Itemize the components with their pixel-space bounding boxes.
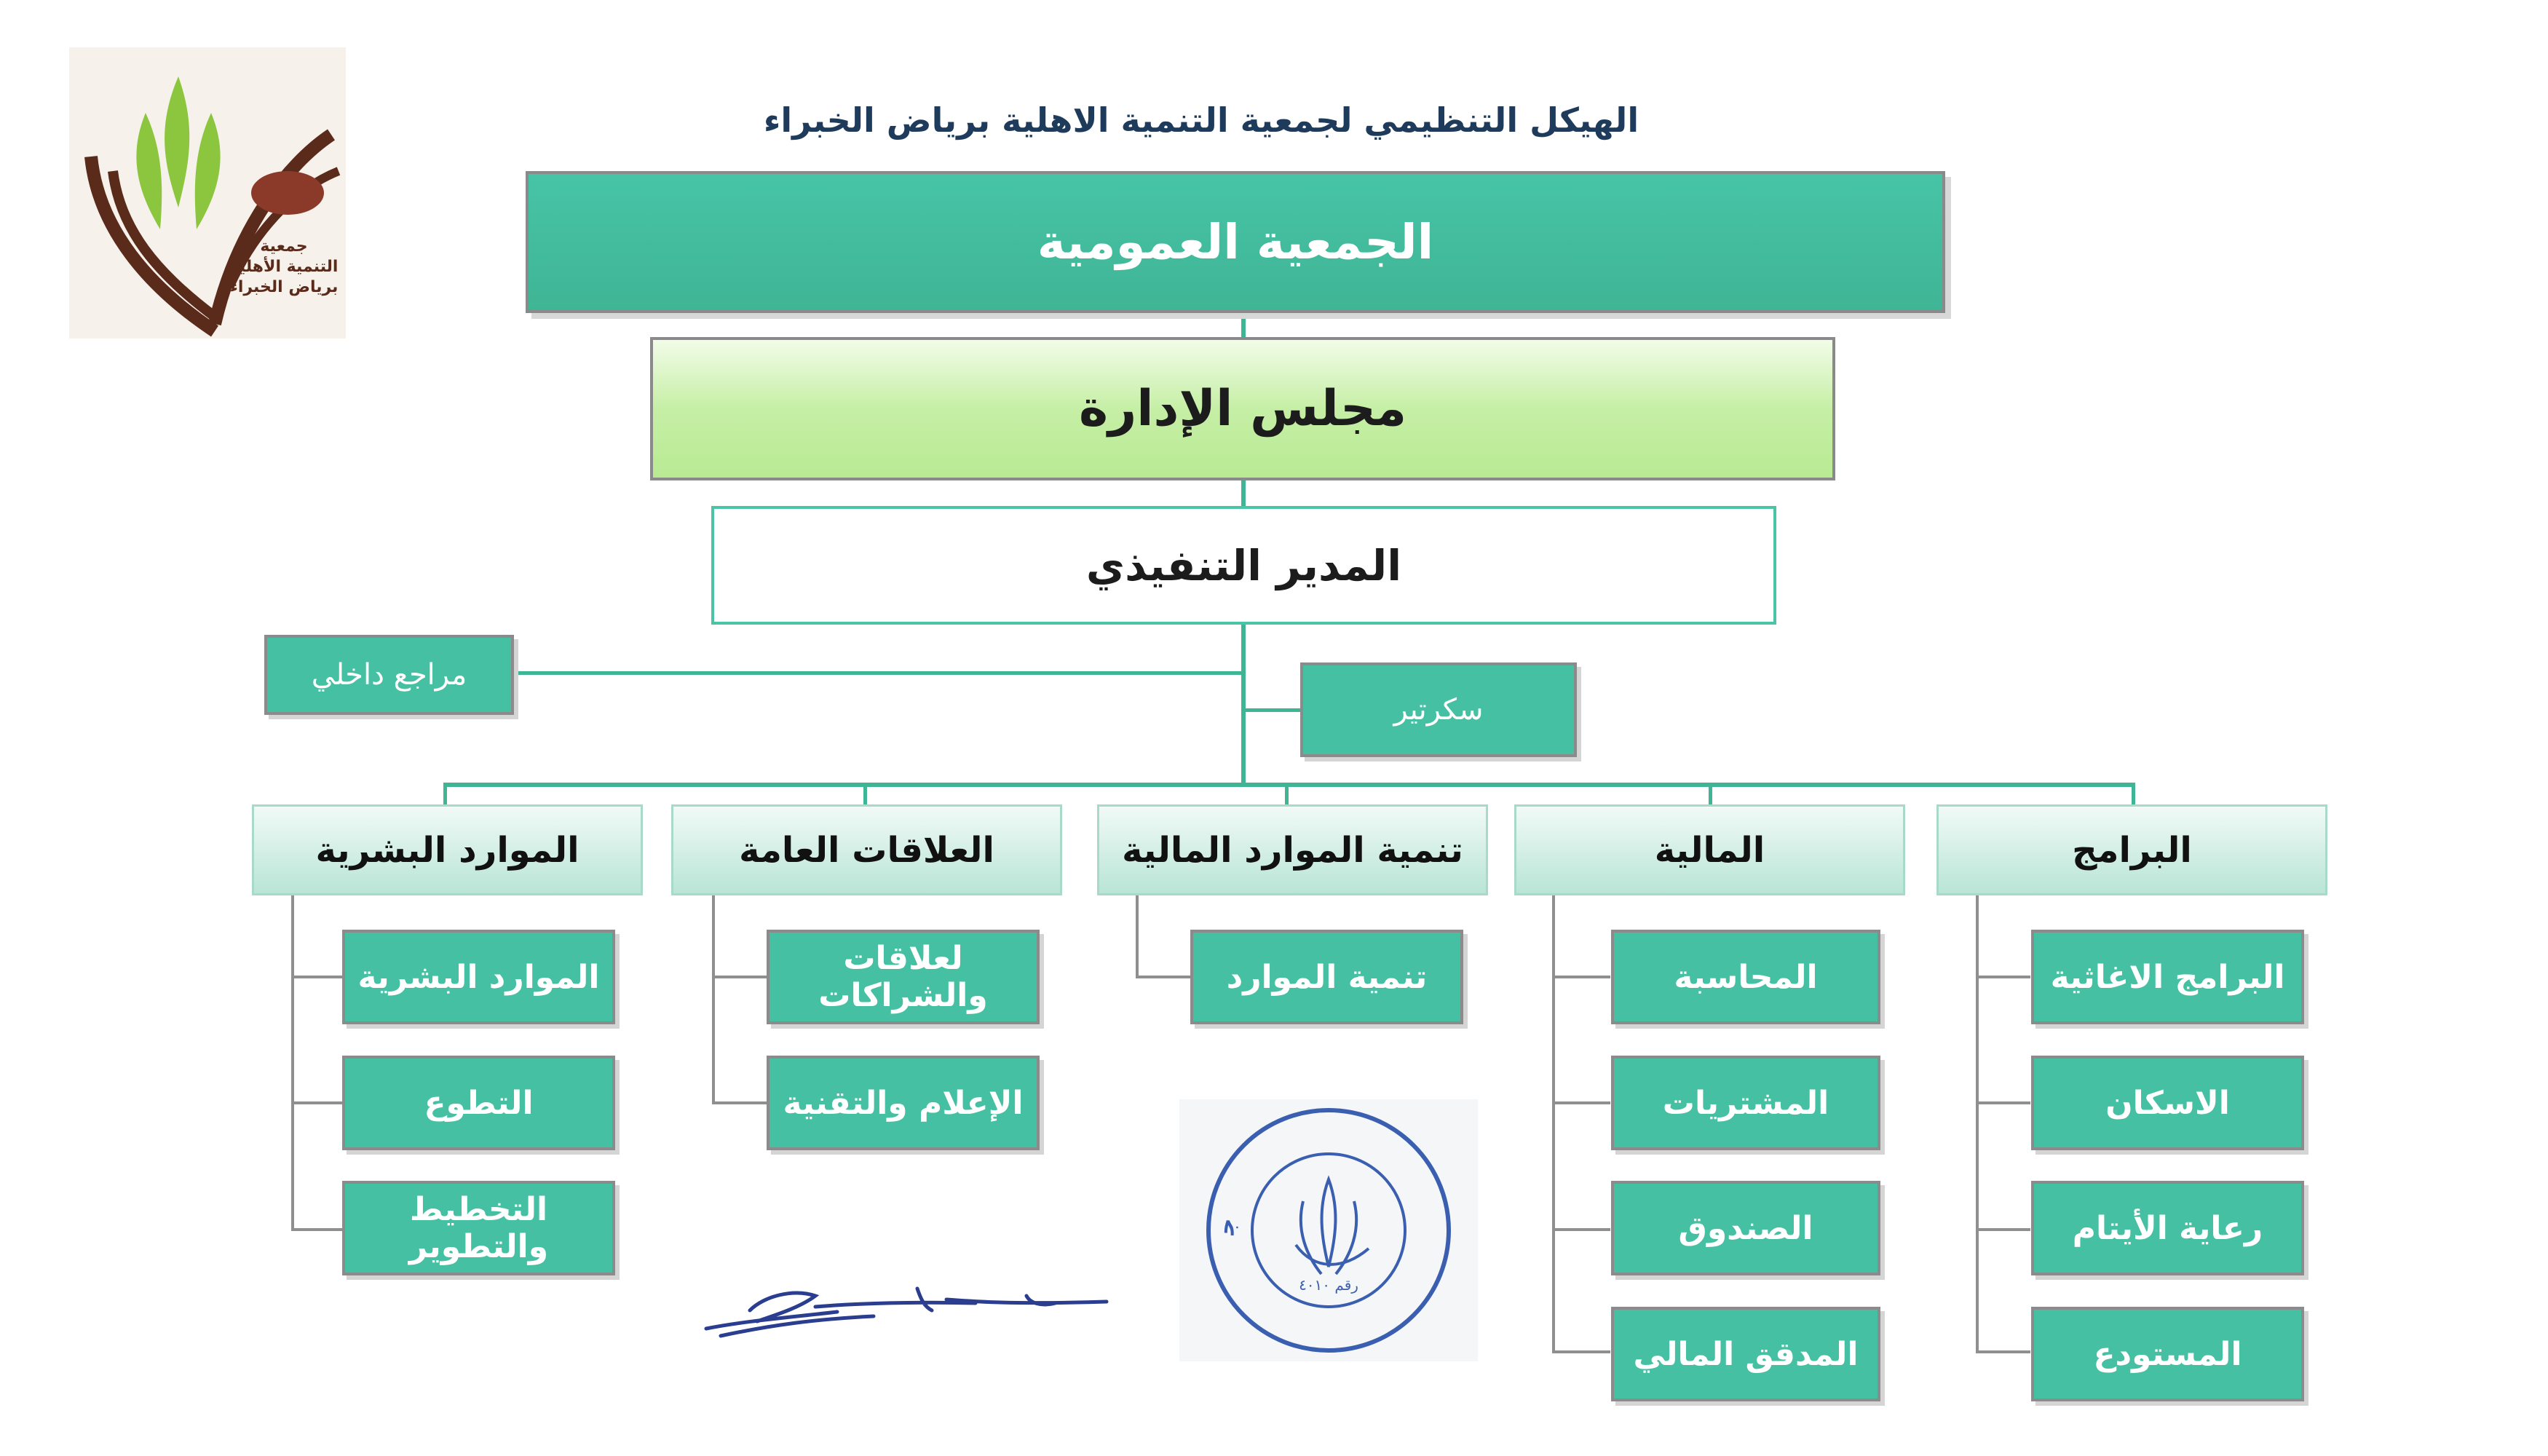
drop-line — [1709, 783, 1712, 804]
unit-box: الصندوق — [1611, 1181, 1880, 1275]
sub-branch — [1552, 1228, 1610, 1231]
unit-box: التطوع — [342, 1056, 615, 1150]
chart-title: الهيكل التنظيمي لجمعية التنمية الاهلية برياض الخبراء — [763, 100, 1639, 140]
department-finance: المالية — [1514, 804, 1905, 895]
secretary-connector — [1246, 708, 1300, 712]
board-box: مجلس الإدارة — [650, 337, 1835, 480]
signature-scribble-icon — [699, 1267, 1121, 1347]
sub-connector-human-resources — [291, 895, 294, 1228]
organization-logo — [69, 47, 346, 339]
unit-box: البرامج الاغاثية — [2031, 930, 2304, 1024]
logo-text-line3: برياض الخبراء — [229, 278, 339, 296]
sub-branch — [1976, 1101, 2030, 1104]
sub-branch — [1976, 1350, 2030, 1353]
sub-branch — [291, 1101, 342, 1104]
unit-box: الإعلام والتقنية — [767, 1056, 1040, 1150]
sub-connector-finance — [1552, 895, 1555, 1350]
general-assembly-box: الجمعية العمومية — [526, 171, 1945, 313]
auditor-connector — [513, 671, 1246, 675]
sub-branch — [1552, 1350, 1610, 1353]
internal-auditor-box: مراجع داخلي — [264, 635, 514, 715]
drop-line — [443, 783, 447, 804]
drop-line — [2132, 783, 2135, 804]
unit-box: الموارد البشرية — [342, 930, 615, 1024]
drop-line — [1285, 783, 1289, 804]
unit-box: تنمية الموارد — [1190, 930, 1463, 1024]
unit-box: لعلاقات والشراكات — [767, 930, 1040, 1024]
sub-connector-resource-development — [1136, 895, 1139, 978]
sub-branch — [1976, 976, 2030, 978]
sub-connector-public-relations — [712, 895, 715, 1101]
sub-branch — [712, 1101, 767, 1104]
unit-box: المستودع — [2031, 1307, 2304, 1401]
department-human-resources: الموارد البشرية — [252, 804, 643, 895]
sub-branch — [712, 976, 767, 978]
secretary-box: سكرتير — [1300, 662, 1577, 757]
sub-branch — [1976, 1228, 2030, 1231]
signature — [699, 1267, 1121, 1347]
unit-box: المشتريات — [1611, 1056, 1880, 1150]
logo-text-line1: جمعية — [260, 237, 308, 256]
stamp-seal-icon — [1179, 1099, 1478, 1361]
sub-connector-programs — [1976, 895, 1979, 1350]
official-stamp — [1179, 1099, 1478, 1361]
sub-branch — [291, 1228, 342, 1231]
stamp-ring-text: ج — [1211, 1217, 1241, 1236]
logo-text — [222, 237, 346, 298]
sub-branch — [1552, 1101, 1610, 1104]
logo-text-line2: التنمية الأهلية — [229, 258, 339, 276]
sub-branch — [1552, 976, 1610, 978]
unit-box: رعاية الأيتام — [2031, 1181, 2304, 1275]
department-programs: البرامج — [1936, 804, 2327, 895]
unit-box: التخطيط والتطوير — [342, 1181, 615, 1275]
drop-line — [863, 783, 867, 804]
unit-box: الاسكان — [2031, 1056, 2304, 1150]
departments-connector — [444, 783, 2134, 787]
stamp-reg-no: رقم ٤٠١٠ — [1299, 1276, 1358, 1294]
unit-box: المدقق المالي — [1611, 1307, 1880, 1401]
sub-branch — [1136, 976, 1190, 978]
unit-box: المحاسبة — [1611, 930, 1880, 1024]
sub-branch — [291, 976, 342, 978]
department-resource-development: تنمية الموارد المالية — [1097, 804, 1488, 895]
executive-director-box: المدير التنفيذي — [711, 506, 1776, 625]
department-public-relations: العلاقات العامة — [671, 804, 1062, 895]
